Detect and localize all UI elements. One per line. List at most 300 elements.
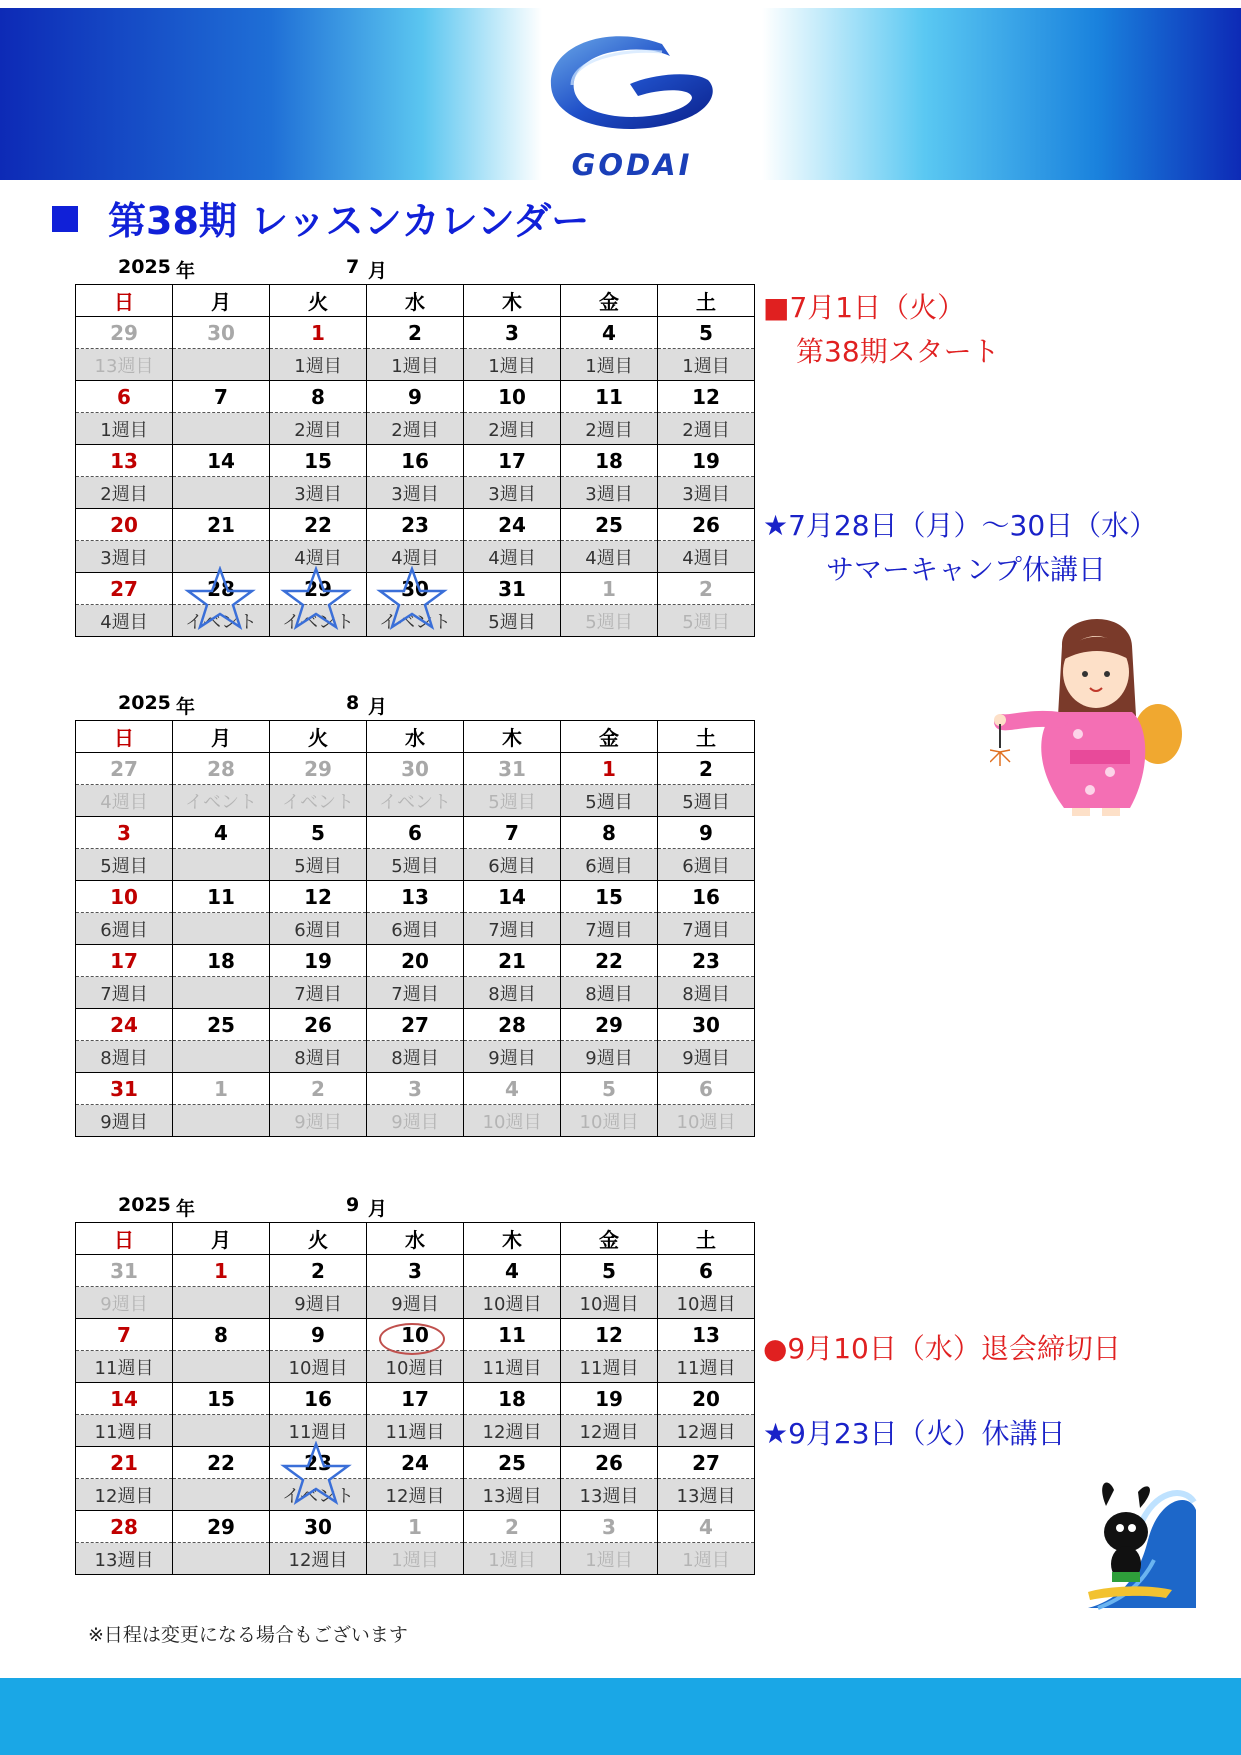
date-cell: 21 [173, 509, 270, 541]
date-cell: 1 [367, 1511, 464, 1543]
week-label-cell: 3週目 [76, 541, 173, 573]
week-label-row [76, 1041, 755, 1073]
week-label-cell: 4週目 [561, 541, 658, 573]
date-cell: 23 [270, 1447, 367, 1479]
week-label-cell: 7週目 [561, 913, 658, 945]
week-label-cell: 9週目 [367, 1287, 464, 1319]
weekday-header-cell: 木 [464, 1223, 561, 1255]
calendar-august [75, 720, 755, 1137]
week-label-cell: 12週目 [561, 1415, 658, 1447]
date-cell: 19 [658, 445, 755, 477]
date-cell: 31 [76, 1073, 173, 1105]
week-label-cell: 12週目 [464, 1415, 561, 1447]
week-label-cell: 1週目 [658, 349, 755, 381]
week-label-cell: 6週目 [367, 913, 464, 945]
date-cell: 2 [658, 573, 755, 605]
week-label-cell: 8週目 [270, 1041, 367, 1073]
week-label-cell: 8週目 [658, 977, 755, 1009]
week-label-cell: 4週目 [76, 605, 173, 637]
date-row [76, 817, 755, 849]
date-cell: 27 [76, 573, 173, 605]
week-label-cell: 13週目 [561, 1479, 658, 1511]
weekday-header-cell: 火 [270, 285, 367, 317]
date-cell: 3 [464, 317, 561, 349]
date-cell: 14 [173, 445, 270, 477]
week-label-cell: 11週目 [658, 1351, 755, 1383]
week-label-cell: 5週目 [658, 605, 755, 637]
week-label-cell: イベント [367, 785, 464, 817]
date-cell: 10 [367, 1319, 464, 1351]
date-cell: 31 [76, 1255, 173, 1287]
date-cell: 16 [658, 881, 755, 913]
month-value: 9 [346, 1194, 360, 1216]
date-row [76, 881, 755, 913]
week-label-row [76, 977, 755, 1009]
logo-wordmark: GODAI [571, 148, 693, 182]
week-label-cell: 11週目 [367, 1415, 464, 1447]
date-cell: 25 [464, 1447, 561, 1479]
week-label-cell: 9週目 [270, 1105, 367, 1137]
week-label-cell: 1週目 [464, 1543, 561, 1575]
week-label-cell: 10週目 [658, 1287, 755, 1319]
week-label-cell: 13週目 [658, 1479, 755, 1511]
week-label-cell: 12週目 [658, 1415, 755, 1447]
header-band-left [0, 8, 542, 180]
surfing-rabbit-icon [1068, 1480, 1198, 1612]
page-title [52, 190, 589, 245]
week-label-cell: 5週目 [367, 849, 464, 881]
week-label-cell [173, 1105, 270, 1137]
weekday-header-cell: 月 [173, 1223, 270, 1255]
date-cell: 4 [464, 1073, 561, 1105]
week-label-cell: 3週目 [561, 477, 658, 509]
calendar-july [75, 284, 755, 637]
week-label-cell: 7週目 [76, 977, 173, 1009]
date-cell: 29 [76, 317, 173, 349]
week-label-cell: 4週目 [367, 541, 464, 573]
week-label-cell: 10週目 [270, 1351, 367, 1383]
week-label-cell: 10週目 [464, 1287, 561, 1319]
date-cell: 1 [173, 1255, 270, 1287]
date-cell: 28 [76, 1511, 173, 1543]
week-label-cell: 9週目 [270, 1287, 367, 1319]
date-cell: 5 [561, 1073, 658, 1105]
date-cell: 30 [367, 753, 464, 785]
week-label-cell: イベント [173, 605, 270, 637]
date-cell: 23 [367, 509, 464, 541]
date-cell: 24 [367, 1447, 464, 1479]
weekday-header-row [76, 285, 755, 317]
date-cell: 15 [173, 1383, 270, 1415]
week-label-cell: 1週目 [658, 1543, 755, 1575]
month-value: 7 [346, 256, 360, 278]
week-label-cell: 10週目 [561, 1287, 658, 1319]
week-label-cell: 1週目 [561, 1543, 658, 1575]
date-cell: 28 [173, 573, 270, 605]
date-cell: 10 [76, 881, 173, 913]
week-label-cell: 5週目 [561, 605, 658, 637]
weekday-header-cell: 木 [464, 721, 561, 753]
date-cell: 11 [173, 881, 270, 913]
date-cell: 20 [367, 945, 464, 977]
year-value: 2025 [118, 256, 171, 278]
week-label-cell: 8週目 [76, 1041, 173, 1073]
date-cell: 25 [173, 1009, 270, 1041]
date-cell: 12 [270, 881, 367, 913]
date-cell: 7 [76, 1319, 173, 1351]
date-cell: 21 [464, 945, 561, 977]
week-label-row [76, 1415, 755, 1447]
date-cell: 2 [270, 1073, 367, 1105]
date-cell: 2 [270, 1255, 367, 1287]
date-cell: 3 [367, 1073, 464, 1105]
date-cell: 1 [173, 1073, 270, 1105]
week-label-cell: 2週目 [658, 413, 755, 445]
week-label-row [76, 849, 755, 881]
weekday-header-cell: 火 [270, 721, 367, 753]
date-cell: 31 [464, 753, 561, 785]
date-cell: 9 [658, 817, 755, 849]
week-label-cell: 2週目 [464, 413, 561, 445]
date-cell: 30 [173, 317, 270, 349]
date-row [76, 753, 755, 785]
date-cell: 28 [173, 753, 270, 785]
week-label-cell: 3週目 [464, 477, 561, 509]
date-cell: 23 [658, 945, 755, 977]
date-cell: 27 [658, 1447, 755, 1479]
date-row [76, 381, 755, 413]
week-label-cell: 6週目 [270, 913, 367, 945]
week-label-cell: 12週目 [367, 1479, 464, 1511]
weekday-header-cell: 日 [76, 285, 173, 317]
page-title-text: 第38期 レッスンカレンダー [108, 199, 590, 243]
week-label-cell: 9週目 [464, 1041, 561, 1073]
week-label-row [76, 1479, 755, 1511]
weekday-header-cell: 日 [76, 1223, 173, 1255]
date-cell: 29 [270, 753, 367, 785]
week-label-row [76, 477, 755, 509]
date-cell: 8 [561, 817, 658, 849]
deadline-circle-marker [379, 1323, 445, 1355]
date-cell: 14 [76, 1383, 173, 1415]
week-label-cell: 1週目 [76, 413, 173, 445]
week-label-cell: イベント [270, 785, 367, 817]
week-label-cell: 10週目 [464, 1105, 561, 1137]
date-cell: 15 [561, 881, 658, 913]
date-cell: 6 [76, 381, 173, 413]
date-row [76, 1383, 755, 1415]
week-label-cell: 11週目 [270, 1415, 367, 1447]
godai-logo [542, 30, 722, 180]
weekday-header-cell: 木 [464, 285, 561, 317]
week-label-cell: 1週目 [367, 349, 464, 381]
date-cell: 9 [367, 381, 464, 413]
date-row [76, 317, 755, 349]
date-cell: 13 [658, 1319, 755, 1351]
week-label-cell: 2週目 [76, 477, 173, 509]
week-label-row [76, 785, 755, 817]
week-label-cell: 3週目 [367, 477, 464, 509]
date-cell: 3 [561, 1511, 658, 1543]
date-row [76, 509, 755, 541]
week-label-cell: 3週目 [658, 477, 755, 509]
calendar-september [75, 1222, 755, 1575]
week-label-cell: 1週目 [367, 1543, 464, 1575]
week-label-cell: 1週目 [464, 349, 561, 381]
week-label-cell: 10週目 [561, 1105, 658, 1137]
week-label-cell: 9週目 [76, 1287, 173, 1319]
week-label-cell: 8週目 [464, 977, 561, 1009]
footnote: ※日程は変更になる場合もございます [88, 1624, 408, 1646]
week-label-cell: 12週目 [76, 1479, 173, 1511]
weekday-header-cell: 金 [561, 1223, 658, 1255]
date-cell: 27 [76, 753, 173, 785]
week-label-cell: 9週目 [658, 1041, 755, 1073]
date-cell: 3 [367, 1255, 464, 1287]
week-label-cell [173, 977, 270, 1009]
weekday-header-row [76, 721, 755, 753]
week-label-row [76, 913, 755, 945]
header-band-right [762, 8, 1241, 180]
date-cell: 6 [658, 1255, 755, 1287]
week-label-cell [173, 1287, 270, 1319]
weekday-header-cell: 火 [270, 1223, 367, 1255]
week-label-row [76, 1351, 755, 1383]
week-label-cell [173, 1479, 270, 1511]
week-label-row [76, 1105, 755, 1137]
date-row [76, 1073, 755, 1105]
date-cell: 25 [561, 509, 658, 541]
week-label-cell: イベント [270, 1479, 367, 1511]
date-cell: 28 [464, 1009, 561, 1041]
date-cell: 19 [270, 945, 367, 977]
week-label-row [76, 1287, 755, 1319]
date-cell: 11 [561, 381, 658, 413]
week-label-cell: 4週目 [270, 541, 367, 573]
week-label-cell: 11週目 [561, 1351, 658, 1383]
weekday-header-cell: 金 [561, 285, 658, 317]
week-label-cell: 11週目 [76, 1351, 173, 1383]
date-cell: 26 [561, 1447, 658, 1479]
date-cell: 4 [464, 1255, 561, 1287]
week-label-cell [173, 849, 270, 881]
date-cell: 2 [367, 317, 464, 349]
week-label-cell: 5週目 [464, 785, 561, 817]
weekday-header-cell: 水 [367, 285, 464, 317]
date-cell: 15 [270, 445, 367, 477]
week-label-cell: 7週目 [270, 977, 367, 1009]
week-label-cell: 2週目 [367, 413, 464, 445]
date-cell: 18 [173, 945, 270, 977]
week-label-cell: 2週目 [270, 413, 367, 445]
date-cell: 16 [270, 1383, 367, 1415]
year-value: 2025 [118, 1194, 171, 1216]
week-label-cell: イベント [367, 605, 464, 637]
date-cell: 13 [76, 445, 173, 477]
date-row [76, 445, 755, 477]
date-cell: 26 [658, 509, 755, 541]
week-label-cell: 6週目 [76, 913, 173, 945]
week-label-row [76, 1543, 755, 1575]
footer-band [0, 1678, 1241, 1755]
week-label-cell: 2週目 [561, 413, 658, 445]
weekday-header-cell: 水 [367, 721, 464, 753]
date-cell: 4 [658, 1511, 755, 1543]
year-unit: 年 [176, 1198, 196, 1220]
week-label-cell: 6週目 [561, 849, 658, 881]
date-cell: 8 [173, 1319, 270, 1351]
week-label-cell: 13週目 [76, 349, 173, 381]
week-label-cell [173, 1415, 270, 1447]
date-cell: 5 [561, 1255, 658, 1287]
date-cell: 18 [464, 1383, 561, 1415]
week-label-cell: 8週目 [561, 977, 658, 1009]
date-cell: 27 [367, 1009, 464, 1041]
title-square-icon [52, 206, 78, 232]
week-label-cell: 12週目 [270, 1543, 367, 1575]
date-cell: 17 [464, 445, 561, 477]
date-cell: 19 [561, 1383, 658, 1415]
weekday-header-cell: 土 [658, 285, 755, 317]
year-value: 2025 [118, 692, 171, 714]
week-label-cell: 1週目 [561, 349, 658, 381]
date-cell: 12 [658, 381, 755, 413]
date-cell: 2 [464, 1511, 561, 1543]
week-label-cell: 5週目 [658, 785, 755, 817]
week-label-cell: 4週目 [76, 785, 173, 817]
month-unit: 月 [368, 260, 388, 282]
week-label-cell: 9週目 [561, 1041, 658, 1073]
week-label-cell: 5週目 [270, 849, 367, 881]
date-cell: 1 [561, 573, 658, 605]
month-unit: 月 [368, 1198, 388, 1220]
week-label-cell: 5週目 [464, 605, 561, 637]
weekday-header-cell: 金 [561, 721, 658, 753]
week-label-cell: イベント [270, 605, 367, 637]
week-label-cell: 6週目 [464, 849, 561, 881]
date-row [76, 945, 755, 977]
date-row [76, 1255, 755, 1287]
week-label-row [76, 605, 755, 637]
date-cell: 29 [270, 573, 367, 605]
date-cell: 12 [561, 1319, 658, 1351]
date-cell: 2 [658, 753, 755, 785]
date-cell: 7 [464, 817, 561, 849]
weekday-header-cell: 水 [367, 1223, 464, 1255]
note-camp-text: サマーキャンプ休講日 [826, 553, 1107, 586]
date-cell: 22 [270, 509, 367, 541]
date-cell: 22 [561, 945, 658, 977]
date-row [76, 573, 755, 605]
date-cell: 1 [561, 753, 658, 785]
week-label-cell: イベント [173, 785, 270, 817]
week-label-cell: 7週目 [367, 977, 464, 1009]
date-cell: 29 [173, 1511, 270, 1543]
week-label-row [76, 413, 755, 445]
date-cell: 11 [464, 1319, 561, 1351]
girl-yukata-sparkler-icon [990, 612, 1190, 822]
date-cell: 13 [367, 881, 464, 913]
week-label-cell: 1週目 [270, 349, 367, 381]
date-cell: 18 [561, 445, 658, 477]
week-label-cell [173, 913, 270, 945]
date-cell: 26 [270, 1009, 367, 1041]
week-label-cell [173, 1351, 270, 1383]
note-deadline: ●9月10日（水）退会締切日 [763, 1332, 1121, 1365]
week-label-cell: 9週目 [367, 1105, 464, 1137]
date-cell: 24 [76, 1009, 173, 1041]
date-cell: 30 [658, 1009, 755, 1041]
date-cell: 20 [658, 1383, 755, 1415]
date-cell: 29 [561, 1009, 658, 1041]
week-label-cell [173, 477, 270, 509]
week-label-cell: 3週目 [270, 477, 367, 509]
week-label-cell: 9週目 [76, 1105, 173, 1137]
week-label-cell: 8週目 [367, 1041, 464, 1073]
week-label-cell: 11週目 [76, 1415, 173, 1447]
note-start-text: 第38期スタート [796, 335, 1000, 368]
date-cell: 14 [464, 881, 561, 913]
date-cell: 17 [367, 1383, 464, 1415]
year-unit: 年 [176, 696, 196, 718]
date-cell: 1 [270, 317, 367, 349]
week-label-cell [173, 1543, 270, 1575]
date-cell: 4 [561, 317, 658, 349]
weekday-header-cell: 月 [173, 285, 270, 317]
date-row [76, 1511, 755, 1543]
date-cell: 22 [173, 1447, 270, 1479]
weekday-header-cell: 日 [76, 721, 173, 753]
week-label-cell: 6週目 [658, 849, 755, 881]
weekday-header-cell: 土 [658, 1223, 755, 1255]
date-cell: 5 [658, 317, 755, 349]
week-label-cell: 11週目 [464, 1351, 561, 1383]
date-cell: 6 [367, 817, 464, 849]
date-cell: 4 [173, 817, 270, 849]
date-cell: 7 [173, 381, 270, 413]
week-label-cell: 4週目 [658, 541, 755, 573]
week-label-row [76, 541, 755, 573]
date-cell: 8 [270, 381, 367, 413]
date-cell: 17 [76, 945, 173, 977]
date-cell: 16 [367, 445, 464, 477]
week-label-cell [173, 541, 270, 573]
date-cell: 30 [270, 1511, 367, 1543]
date-cell: 10 [464, 381, 561, 413]
week-label-cell: 7週目 [464, 913, 561, 945]
week-label-cell: 5週目 [561, 785, 658, 817]
weekday-header-cell: 土 [658, 721, 755, 753]
week-label-cell: 10週目 [367, 1351, 464, 1383]
date-cell: 30 [367, 573, 464, 605]
year-unit: 年 [176, 260, 196, 282]
note-camp-dates: ★7月28日（月）～30日（水） [763, 509, 1158, 542]
week-label-cell: 10週目 [658, 1105, 755, 1137]
week-label-cell [173, 1041, 270, 1073]
month-unit: 月 [368, 696, 388, 718]
date-cell: 31 [464, 573, 561, 605]
date-row [76, 1009, 755, 1041]
note-holiday: ★9月23日（火）休講日 [763, 1417, 1066, 1450]
date-cell: 3 [76, 817, 173, 849]
weekday-header-cell: 月 [173, 721, 270, 753]
date-cell: 20 [76, 509, 173, 541]
date-cell: 21 [76, 1447, 173, 1479]
date-cell: 5 [270, 817, 367, 849]
weekday-header-row [76, 1223, 755, 1255]
week-label-cell: 13週目 [76, 1543, 173, 1575]
date-row [76, 1447, 755, 1479]
